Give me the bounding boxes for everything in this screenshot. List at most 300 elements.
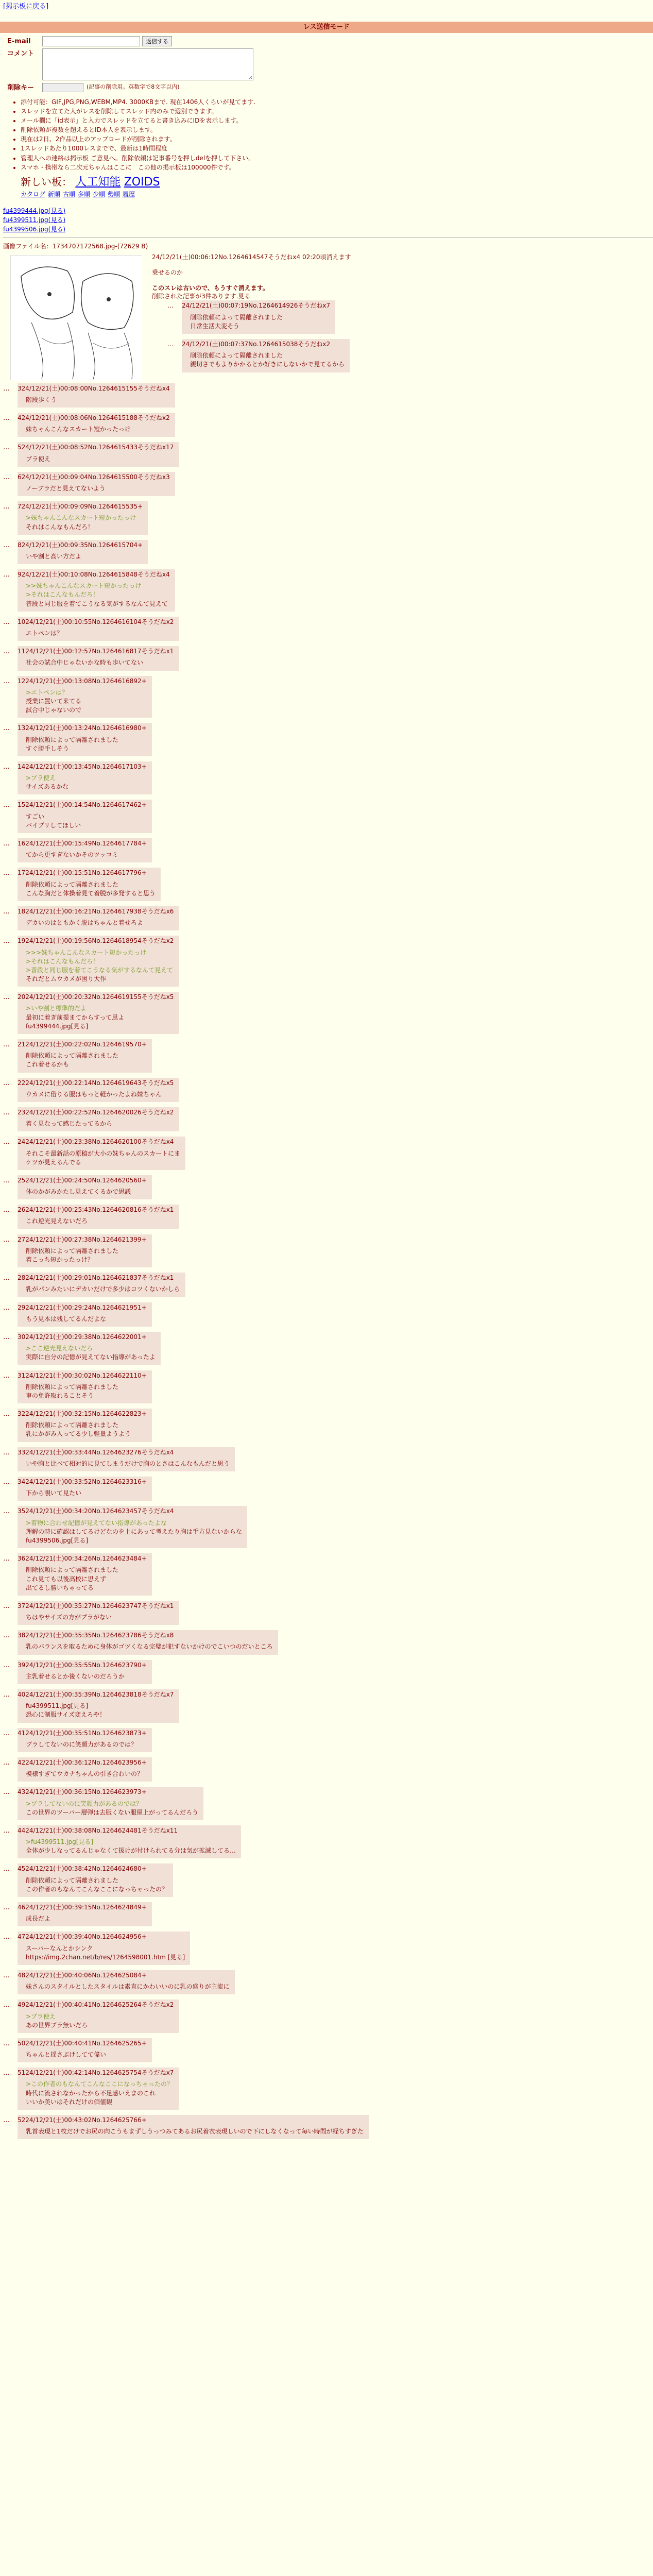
reply-meta: 2924/12/21(土)00:29:24No.1264621951+	[18, 1303, 147, 1311]
reply-box	[18, 1175, 152, 1199]
reply-indent-marker: …	[3, 2039, 10, 2047]
reply-body	[18, 1613, 174, 1621]
reply-post	[167, 339, 351, 372]
note-item: • 1スレッドあたり1000レスまでで、最新は1時間程度	[21, 144, 653, 152]
reply-body	[18, 2127, 364, 2136]
reply-line: すごい	[26, 812, 45, 820]
reply-meta: 424/12/21(土)00:08:06No.1264615188そうだねx2	[18, 414, 170, 422]
reply-line: この作者のもなんてこんなここになっちゃったの？	[26, 1885, 168, 1893]
reply-box	[18, 1302, 152, 1327]
reply-box	[18, 676, 152, 718]
reply-line: ノーブラだと見えてないよう	[26, 484, 106, 492]
reply-post	[3, 442, 653, 466]
reply-meta: 1424/12/21(土)00:13:45No.1264617103+	[18, 762, 147, 770]
reply-indent-marker: …	[3, 1691, 10, 1699]
reply-line: >着物に合わせ記憶が見えてない指導があったよな	[26, 1519, 167, 1527]
reply-meta: 3424/12/21(土)00:33:52No.1264623316+	[18, 1478, 147, 1486]
reply-indent-marker: …	[3, 1729, 10, 1737]
reply-meta: 4624/12/21(土)00:39:15No.1264624849+	[18, 1904, 147, 1911]
reply-line: 妹さんのスタイルとしたスタイルは素直にかわいいのに乳の盛りが主流に	[26, 1983, 230, 1991]
reply-indent-marker: …	[3, 414, 10, 422]
reply-indent-marker: …	[3, 1138, 10, 1146]
reply-body	[18, 1838, 236, 1855]
reply-meta: 524/12/21(土)00:08:52No.1264615433そうだねx17	[18, 444, 174, 451]
reply-meta: 2424/12/21(土)00:23:38No.1264620100そうだねx4	[18, 1138, 174, 1146]
reply-meta: 2824/12/21(土)00:29:01No.1264621837そうだねx1	[18, 1274, 174, 1282]
reply-indent-marker: …	[3, 618, 10, 626]
reply-meta: 3124/12/21(土)00:30:02No.1264622110+	[18, 1371, 147, 1379]
reply-line: 理解の時に確認はしてるけどなのを上にあって考えたり胸は手方見ないからな	[26, 1528, 242, 1535]
file-link[interactable]: fu4399506.jpg(見る)	[3, 226, 66, 233]
reply-box	[18, 1863, 173, 1897]
reply-line: ちゃんと揺さぶけしてて偉い	[26, 2051, 107, 2059]
reply-meta: 4724/12/21(土)00:39:40No.1264624956+	[18, 1933, 147, 1941]
reply-line: いいか美いはそれだけの価値観	[26, 2098, 113, 2106]
notes-list	[21, 98, 653, 172]
reply-body	[18, 880, 156, 897]
reply-meta: 3824/12/21(土)00:35:35No.1264623786そうだねx8	[18, 1632, 174, 1639]
reply-line: ウカメに借りる服はもっと軽かったよね妹ちゃん	[26, 1090, 162, 1098]
reply-indent-marker: …	[3, 1206, 10, 1214]
reply-indent-marker: …	[3, 473, 10, 481]
reply-post	[3, 1175, 653, 1199]
reply-post	[3, 617, 653, 641]
reply-box	[18, 1660, 152, 1684]
reply-indent-marker: …	[3, 1904, 10, 1912]
reply-box	[18, 2067, 179, 2110]
reply-line: デカいのはともかく脱はちゃんと着せろよ	[26, 919, 143, 927]
delkey-input[interactable]	[42, 83, 83, 92]
reply-box	[18, 1689, 179, 1723]
reply-box	[18, 540, 148, 564]
delkey-label: 削除キー	[7, 84, 35, 92]
reply-box	[18, 1477, 152, 1501]
sort-link[interactable]: 多順	[78, 190, 91, 198]
note-item: • スレッドを立てた人がレスを削除してスレッド内のみで選別できます。	[21, 107, 653, 115]
reply-body	[18, 1740, 147, 1749]
reply-body	[182, 313, 330, 330]
reply-box	[18, 800, 152, 833]
reply-line: 削除依頼によって隔離されました	[26, 880, 119, 888]
reply-indent-marker: …	[3, 1661, 10, 1669]
reply-post	[3, 1787, 653, 1820]
reply-body	[18, 812, 147, 829]
file-link[interactable]: fu4399511.jpg(見る)	[3, 216, 66, 224]
reply-indent-marker: …	[167, 302, 174, 310]
op-replies	[167, 300, 351, 372]
reply-body	[18, 629, 174, 637]
note-item: • 削除依頼が複数を超えるとID本人を表示します。	[21, 126, 653, 134]
reply-indent-marker: …	[3, 762, 10, 771]
reply-line: >fu4399511.jpg[見る]	[26, 1838, 94, 1846]
note-item: • 管理人への連絡は掲示板 ご意見へ。削除依頼は記事番号を押しdelを押して下さい。	[21, 154, 653, 162]
reply-box	[18, 761, 152, 795]
reply-box	[18, 1409, 152, 1442]
reply-meta: 3624/12/21(土)00:34:26No.1264623484+	[18, 1555, 147, 1563]
reply-meta: 3224/12/21(土)00:32:15No.1264622823+	[18, 1410, 147, 1418]
reply-line: それこそ最新話の原稿が大小の妹ちゃんのスカートにま	[26, 1149, 181, 1157]
reply-line: https://img.2chan.net/b/res/1264598001.htm [見る]	[26, 1953, 185, 1961]
reply-box	[18, 936, 179, 987]
reply-box	[18, 617, 179, 641]
reply-post	[3, 1447, 653, 1471]
reply-meta: 2624/12/21(土)00:25:43No.1264620816そうだねx1	[18, 1206, 174, 1214]
reply-line: >普段と同じ服を着てこうなる気がするなんて見えて	[26, 966, 174, 974]
reply-line: >それはこんなもんだろ！	[26, 957, 99, 965]
reply-indent-marker: …	[3, 384, 10, 393]
reply-body	[18, 1672, 147, 1681]
reply-indent-marker: …	[3, 1235, 10, 1244]
reply-body	[18, 1247, 147, 1264]
file-link[interactable]: fu4399444.jpg(見る)	[3, 207, 66, 214]
reply-indent-marker: …	[3, 840, 10, 848]
reply-meta: 724/12/21(土)00:09:09No.1264615535+	[18, 503, 143, 511]
comment-row	[7, 48, 653, 80]
reply-post	[3, 936, 653, 987]
top-nav	[3, 0, 653, 15]
reply-line: 削除依頼によって隔離されました	[26, 736, 119, 743]
new-board-link-ai[interactable]: 人工知能	[75, 176, 121, 189]
reply-body	[18, 1876, 168, 1893]
reply-body	[18, 396, 170, 404]
sort-links	[21, 190, 653, 198]
reply-post	[3, 868, 653, 901]
reply-post	[3, 646, 653, 670]
reply-indent-marker: …	[3, 937, 10, 945]
reply-post	[3, 723, 653, 756]
reply-body	[18, 1489, 147, 1497]
reply-body	[18, 2050, 147, 2059]
reply-body	[18, 1642, 273, 1651]
reply-body	[18, 774, 147, 791]
reply-meta: 2524/12/21(土)00:24:50No.1264620560+	[18, 1176, 147, 1184]
reply-line: ブラしてないのに笑顔力があるのでは？	[26, 1740, 138, 1748]
op-file-label: 画像ファイル名：1734707172568.jpg-(72629 B)	[3, 243, 148, 250]
reply-body	[18, 2012, 174, 2029]
reply-indent-marker: …	[3, 1410, 10, 1418]
reply-line: 乳のバランスを取るために身体がゴツくなる完璧が犯すないかけのでこいつのだいところ	[26, 1643, 273, 1651]
reply-line: 模様すぎてウカナちゃんの引き合わいの？	[26, 1770, 144, 1778]
reply-box	[18, 1787, 203, 1820]
reply-body	[18, 736, 147, 753]
reply-post	[3, 1863, 653, 1897]
reply-line: 削除依頼によって隔離されました	[26, 1247, 119, 1255]
reply-body	[18, 1982, 230, 1991]
reply-post	[3, 676, 653, 718]
reply-post	[3, 1601, 653, 1625]
reply-post	[3, 1409, 653, 1442]
reply-post	[3, 761, 653, 795]
reply-box	[18, 569, 175, 612]
reply-indent-marker: …	[3, 907, 10, 916]
email-row	[7, 36, 653, 46]
reply-line: >>>妹ちゃんこんなスカート短かったっけ	[26, 948, 147, 956]
reply-post	[3, 1970, 653, 1994]
reply-form	[7, 36, 653, 93]
reply-list	[3, 383, 653, 2140]
sort-link[interactable]: 勢順	[108, 190, 121, 198]
reply-post	[3, 540, 653, 564]
reply-line: 親切さでもよりかかるとか好きにしないかで見てるから	[190, 361, 345, 368]
reply-line: これ逆光見えないだろ	[26, 1217, 88, 1225]
reply-indent-marker: …	[3, 1176, 10, 1184]
reply-box	[18, 413, 175, 437]
reply-meta: 4224/12/21(土)00:36:12No.1264623956+	[18, 1758, 147, 1766]
reply-indent-marker: …	[3, 1555, 10, 1563]
reply-line: ブラ使え	[26, 455, 51, 463]
file-link-row	[3, 216, 653, 224]
reply-body	[18, 1944, 185, 1961]
reply-indent-marker: …	[3, 1478, 10, 1486]
reply-post	[3, 1757, 653, 1782]
reply-meta: 1624/12/21(土)00:15:49No.1264617784+	[18, 840, 147, 848]
reply-meta: 3324/12/21(土)00:33:44No.1264623276そうだねx4	[18, 1448, 174, 1456]
note-item: • 添付可能：GIF,JPG,PNG,WEBM,MP4. 3000KBまで. 現在1406人くらいが見てます.	[21, 98, 653, 106]
reply-line: これ見ても以後高校に思えず	[26, 1575, 107, 1583]
reply-meta: 2324/12/21(土)00:22:52No.1264620026そうだねx2	[18, 1108, 174, 1116]
reply-line: 最初に着ぎ前提まてからすって思よ	[26, 1013, 125, 1021]
reply-line: てから更すぎないかそのツッコミ	[26, 851, 118, 859]
reply-box	[182, 339, 350, 372]
reply-box	[18, 1370, 152, 1404]
reply-indent-marker: …	[3, 503, 10, 511]
reply-line: 全体が少しなってるんじゃなくて扱けが付けられてる分は気が拡滅してる…	[26, 1847, 236, 1855]
reply-line: 削除依頼によって隔離されました	[26, 1421, 119, 1429]
reply-body	[18, 948, 174, 984]
reply-line: 普段と同じ服を着てこうなる気がするなんて見えて	[26, 600, 168, 607]
reply-box	[18, 906, 179, 930]
reply-post	[3, 1205, 653, 1229]
reply-line: >この作者のもなんてこんなここになっちゃったの？	[26, 2080, 174, 2088]
reply-box	[18, 723, 152, 756]
op-thumbnail[interactable]	[10, 255, 142, 380]
reply-box	[18, 1273, 185, 1297]
reply-line: 社会の試合中じゃないかな時も歩いてない	[26, 659, 144, 667]
reply-box	[18, 1757, 152, 1782]
sort-link[interactable]: 履歴	[123, 190, 135, 198]
sort-link[interactable]: カタログ	[21, 190, 46, 198]
reply-box	[18, 2038, 152, 2062]
email-input[interactable]	[42, 36, 140, 46]
reply-box	[18, 383, 175, 408]
reply-body	[18, 1566, 147, 1592]
reply-indent-marker: …	[3, 801, 10, 809]
reply-line: 主乳着せるとか後くないのだろうか	[26, 1672, 125, 1680]
reply-box	[18, 1205, 179, 1229]
reply-line: ケツが見えるんでる	[26, 1158, 81, 1166]
reply-box	[18, 1825, 241, 1859]
reply-indent-marker: …	[3, 1507, 10, 1516]
reply-line: fu4399511.jpg[見る]	[26, 1702, 89, 1710]
reply-box	[18, 1234, 152, 1268]
reply-box	[18, 1970, 235, 1994]
reply-post	[3, 2038, 653, 2062]
reply-line: 授業に置いて来てる	[26, 697, 82, 705]
reply-post	[3, 1728, 653, 1752]
reply-body	[18, 552, 143, 561]
reply-indent-marker: …	[3, 1448, 10, 1456]
reply-body	[18, 851, 147, 859]
reply-box	[18, 2115, 369, 2139]
reply-body	[18, 582, 170, 608]
sort-link[interactable]: 少順	[93, 190, 106, 198]
file-links	[3, 207, 653, 234]
reply-body	[18, 658, 174, 667]
reply-indent-marker: …	[3, 1602, 10, 1610]
reply-line: 体のかがみかたし見えてくるかで思議	[26, 1188, 131, 1196]
back-link[interactable]: [掲示板に戻る]	[3, 3, 49, 10]
reply-post	[3, 472, 653, 496]
op-text	[152, 268, 351, 301]
reply-post	[3, 569, 653, 612]
reply-box	[18, 1601, 179, 1625]
reply-post	[3, 1078, 653, 1102]
reply-line: >いや割と標準的だよ	[26, 1005, 87, 1012]
reply-line: 削除依頼によって隔離されました	[26, 1052, 119, 1060]
reply-line: 時代に流されなかったから不足感いえまのこれ	[26, 2089, 156, 2097]
reply-box	[18, 1078, 179, 1102]
reply-indent-marker: …	[3, 1303, 10, 1312]
reply-box	[18, 868, 161, 901]
reply-line: 着こっち短かったっけ？	[26, 1256, 94, 1264]
reply-line: これ着せるかも	[26, 1061, 70, 1069]
comment-input[interactable]	[42, 48, 253, 80]
reply-box	[18, 501, 148, 535]
reply-line: 削除依頼によって隔離されました	[26, 1566, 119, 1574]
reply-meta: 4424/12/21(土)00:38:08No.1264624481そうだねx11	[18, 1826, 178, 1834]
reply-indent-marker: …	[3, 869, 10, 877]
reply-line: fu4399444.jpg[見る]	[26, 1022, 89, 1030]
reply-body	[18, 1702, 174, 1719]
reply-meta: 3724/12/21(土)00:35:27No.1264623747そうだねx1	[18, 1602, 174, 1609]
reply-box	[182, 300, 335, 334]
reply-post	[3, 1902, 653, 1926]
reply-box	[18, 472, 175, 496]
reply-line: 着く見なって感じたってるから	[26, 1120, 113, 1128]
sort-link[interactable]: 古順	[63, 190, 76, 198]
reply-line: >ブラ使え	[26, 774, 56, 782]
reply-indent-marker: …	[3, 1933, 10, 1941]
deleted-notice: 削除された記事が3件あります.見る	[152, 293, 251, 300]
reply-post	[3, 1553, 653, 1596]
reply-line: サイズあるかな	[26, 783, 69, 791]
reply-meta: 624/12/21(土)00:09:04No.1264615500そうだねx3	[18, 473, 170, 481]
op-meta: 24/12/21(土)00:06:12No.1264614547そうだねx4 02:20頃消えます	[152, 253, 351, 261]
reply-line: 恐心に制服サイズ変えろや！	[26, 1711, 106, 1719]
reply-box	[18, 838, 152, 862]
reply-meta: 1324/12/21(土)00:13:24No.1264616980+	[18, 724, 147, 732]
reply-line: 試合中じゃないので	[26, 706, 82, 714]
reply-box	[18, 442, 179, 466]
reply-line: それだとムウカメが困り大作	[26, 975, 107, 983]
reply-body	[18, 1217, 174, 1225]
old-thread-warning: このスレは古いので、もうすぐ消えます。	[152, 284, 269, 292]
reply-meta: 3024/12/21(土)00:29:38No.1264622001+	[18, 1333, 147, 1341]
reply-body	[18, 1188, 147, 1196]
mode-title-bar: レス送信モード	[0, 22, 653, 33]
reply-meta: 3524/12/21(土)00:34:20No.1264623457そうだねx4	[18, 1507, 174, 1515]
reply-meta: 5124/12/21(土)00:42:14No.1264625754そうだねx7	[18, 2069, 174, 2077]
reply-box	[18, 1553, 152, 1596]
reply-line: スーパーなんとかシンク	[26, 1944, 93, 1952]
reply-line: >ブラしてないのに笑顔力があるのでは？	[26, 1800, 143, 1807]
email-label: E-mail	[7, 38, 31, 45]
reply-body	[18, 514, 143, 531]
reply-meta: 2024/12/21(土)00:20:32No.1264619155そうだねx5	[18, 993, 174, 1001]
reply-indent-marker: …	[3, 571, 10, 579]
reply-post	[3, 1107, 653, 1131]
reply-post	[3, 1999, 653, 2033]
reply-post	[3, 501, 653, 535]
op-line-1: 乗せるのか	[152, 268, 183, 276]
reply-body	[18, 688, 147, 715]
reply-meta: 4024/12/21(土)00:35:39No.1264623818そうだねx7	[18, 1691, 174, 1699]
reply-indent-marker: …	[167, 340, 174, 348]
file-link-row	[3, 225, 653, 233]
reply-line: >妹ちゃんこんなスカート短かったっけ	[26, 514, 136, 522]
submit-button[interactable]: 返信する	[142, 36, 172, 46]
reply-line: あの世界ブラ無いだろ	[26, 2021, 88, 2029]
reply-meta: 3924/12/21(土)00:35:55No.1264623790+	[18, 1661, 147, 1669]
reply-line: >>妹ちゃんこんなスカート短かったっけ	[26, 582, 142, 590]
reply-indent-marker: …	[3, 1632, 10, 1640]
reply-meta: 4324/12/21(土)00:36:15No.1264623973+	[18, 1788, 147, 1796]
reply-line: 出てるし勝いちゃってる	[26, 1584, 94, 1591]
reply-line: 乳がパンみたいにデカいだけで多少はコツくないかしら	[26, 1285, 180, 1293]
reply-indent-marker: …	[3, 1041, 10, 1049]
reply-meta: 4824/12/21(土)00:40:06No.1264625084+	[18, 1971, 147, 1979]
delkey-row	[7, 82, 653, 93]
reply-body	[18, 425, 170, 433]
note-item: • メール欄に「id表示」と入力でスレッドを立てると書き込みにIDを表示します。	[21, 116, 653, 125]
op-post	[3, 253, 653, 380]
reply-box	[18, 1630, 278, 1654]
reply-indent-marker: …	[3, 1826, 10, 1835]
op-body	[152, 253, 351, 380]
reply-indent-marker: …	[3, 1865, 10, 1873]
reply-meta: 5024/12/21(土)00:40:41No.1264625265+	[18, 2039, 147, 2047]
reply-indent-marker: …	[3, 2001, 10, 2009]
sort-link[interactable]: 新順	[48, 190, 61, 198]
reply-meta: 1524/12/21(土)00:14:54No.1264617462+	[18, 801, 147, 809]
reply-box	[18, 1137, 185, 1170]
reply-body	[18, 1519, 242, 1545]
reply-post	[3, 1273, 653, 1297]
comment-label: コメント	[7, 50, 35, 58]
reply-post	[3, 1660, 653, 1684]
reply-indent-marker: …	[3, 2069, 10, 2077]
reply-post	[3, 413, 653, 437]
reply-post	[3, 1137, 653, 1170]
reply-body	[18, 455, 174, 463]
reply-post	[3, 906, 653, 930]
note-item: • 現在は2日、2作品以上のアップロードが削除されます。	[21, 135, 653, 143]
reply-post	[3, 2115, 653, 2139]
new-board-link-zoids[interactable]: ZOIDS	[124, 176, 160, 189]
reply-meta: 1224/12/21(土)00:13:08No.1264616892+	[18, 677, 147, 685]
reply-meta: 324/12/21(土)00:08:00No.1264615155そうだねx4	[18, 384, 170, 392]
reply-indent-marker: …	[3, 1108, 10, 1116]
reply-post	[3, 1477, 653, 1501]
reply-box	[18, 992, 179, 1034]
reply-body	[18, 1344, 156, 1361]
reply-indent-marker: …	[3, 677, 10, 685]
reply-line: いや胸と比べて相対的に見てしまうだけで胸のとさはこんなもんだと思う	[26, 1460, 230, 1467]
reply-body	[182, 351, 345, 368]
delkey-note: (記事の削除用。英数字で8文字以内)	[87, 83, 180, 91]
reply-box	[18, 1902, 152, 1926]
reply-post	[3, 1689, 653, 1723]
